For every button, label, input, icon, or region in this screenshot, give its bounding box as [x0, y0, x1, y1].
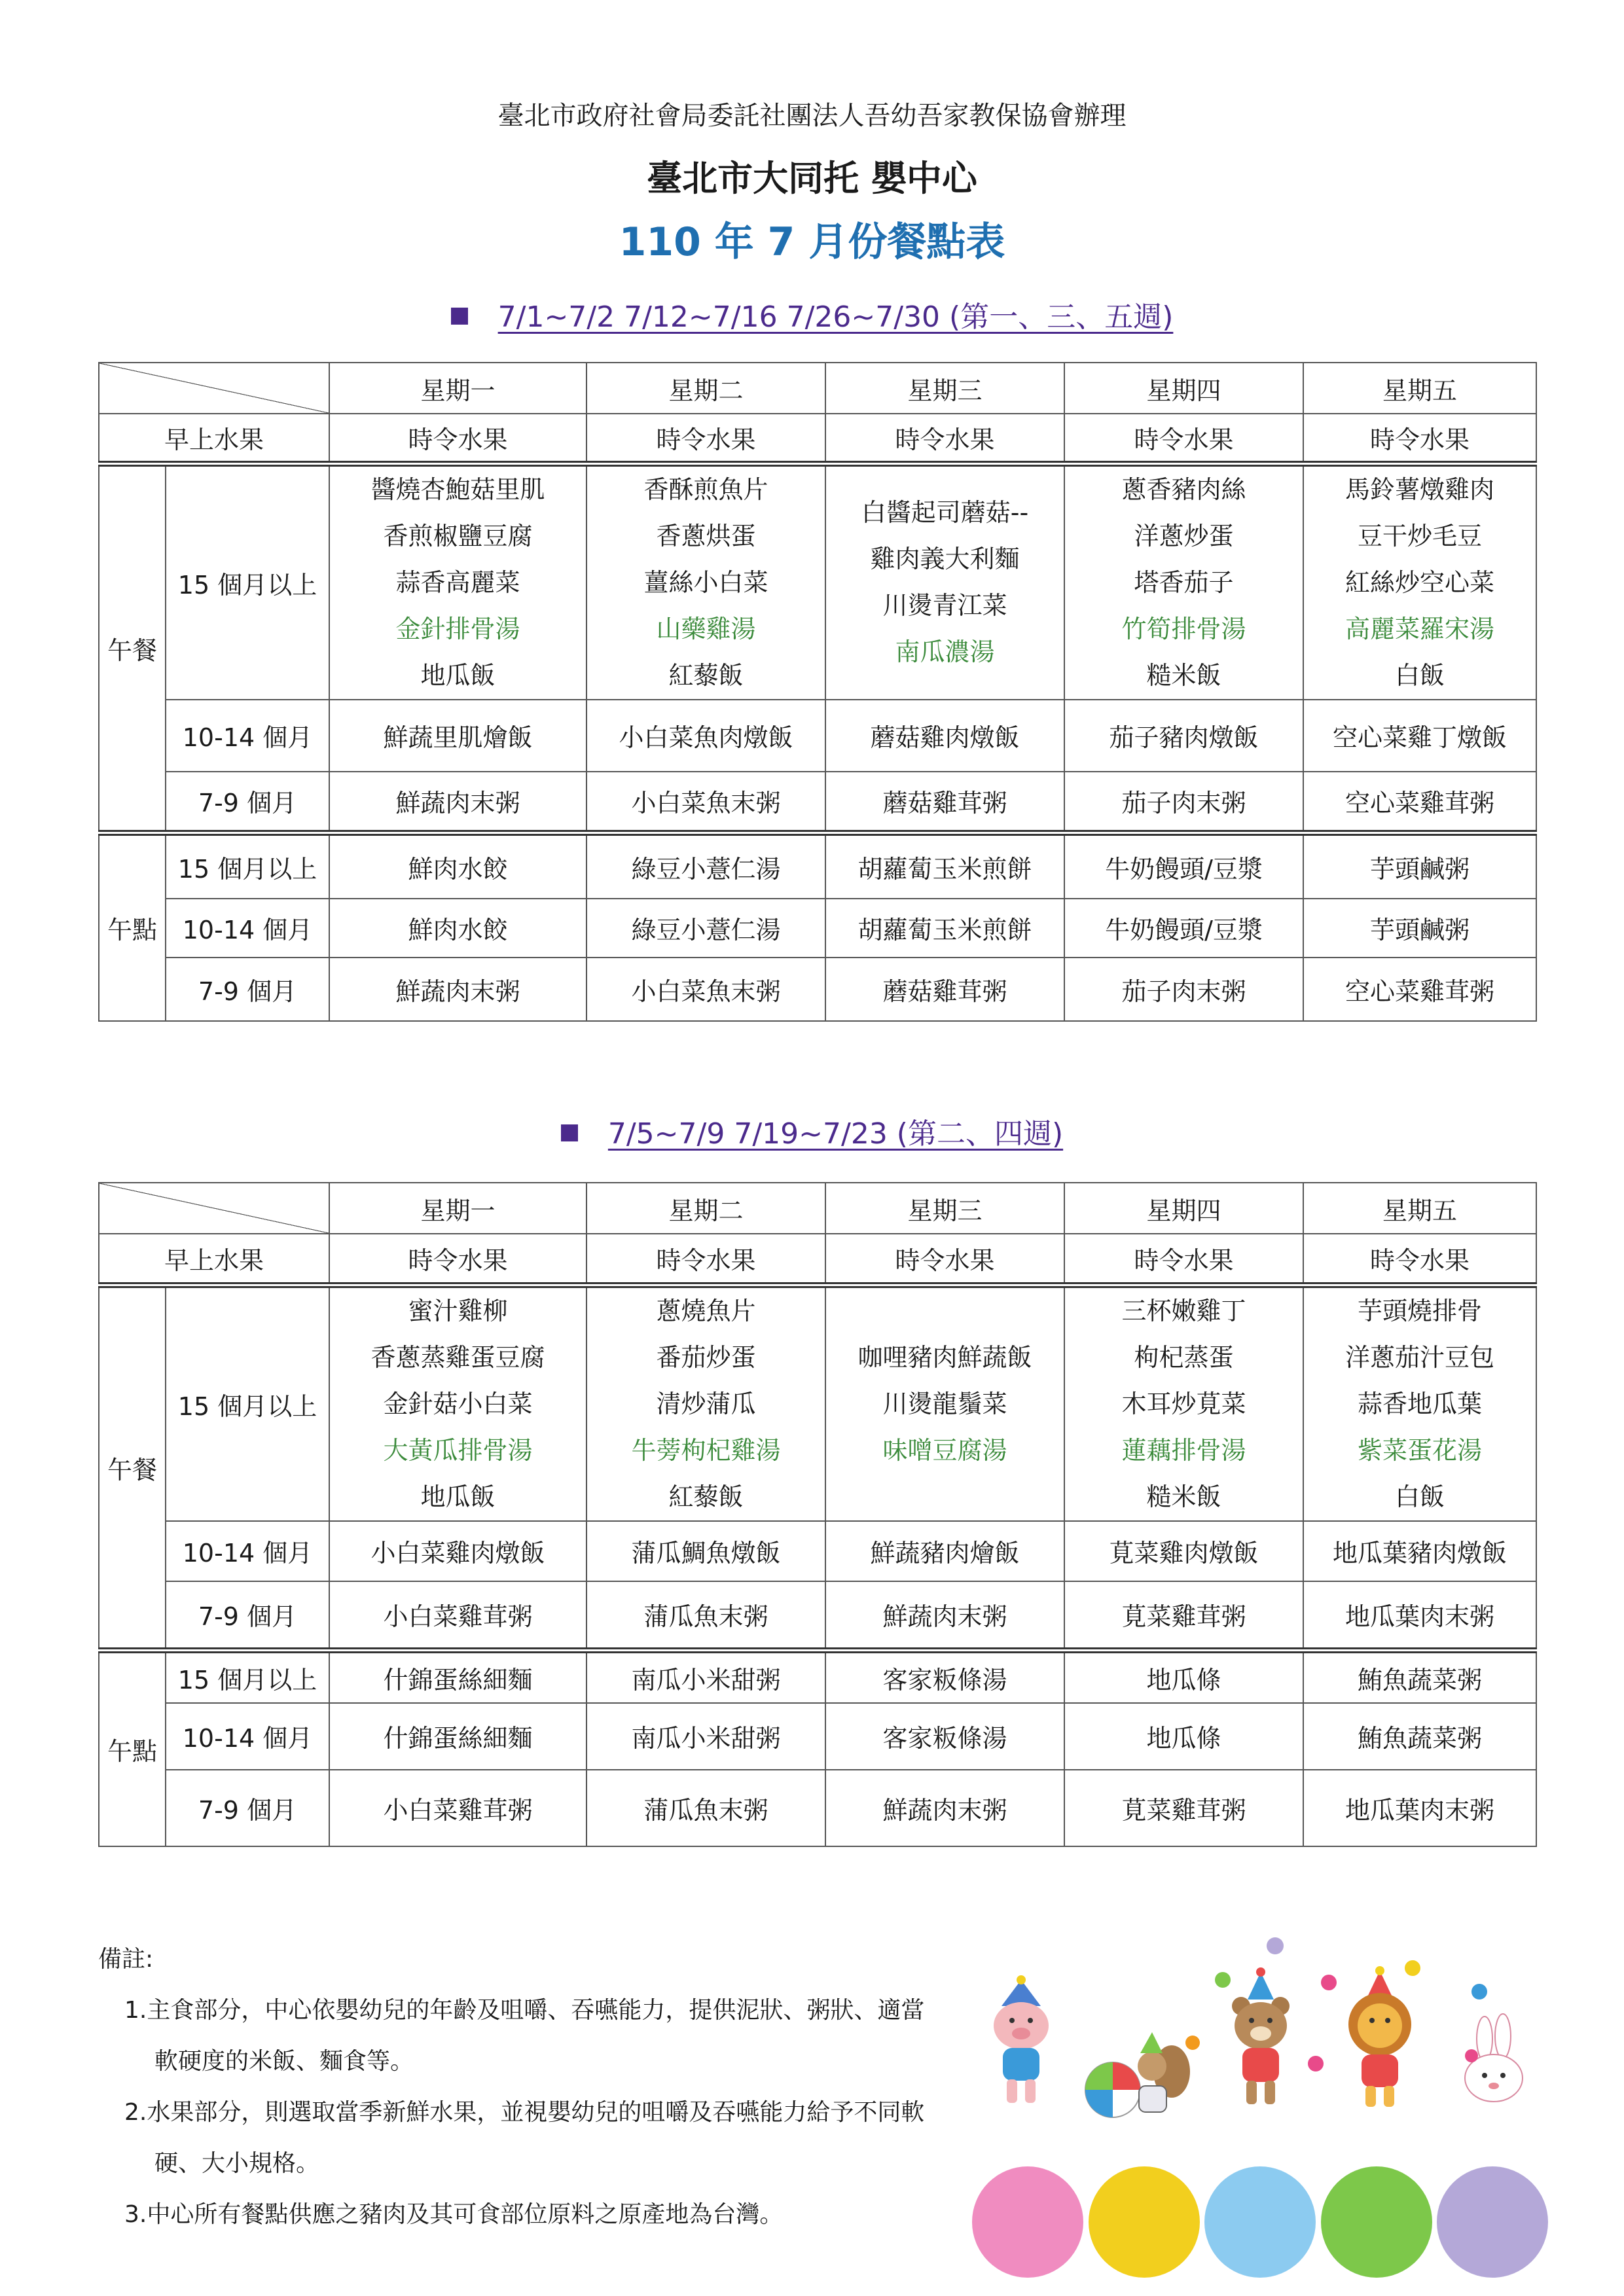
dish-item: 豆干炒毛豆 — [1357, 521, 1482, 550]
staple-item: 糙米飯 — [1146, 1482, 1221, 1511]
snack-row — [99, 1651, 1536, 1703]
age-label: 15 個月以上 — [166, 833, 329, 899]
lunch-menu-cell — [825, 463, 1064, 700]
snack-cell: 地瓜葉肉末粥 — [1303, 1770, 1536, 1846]
dish-item: 蜜汁雞柳 — [408, 1296, 508, 1325]
dish-item: 川燙龍鬚菜 — [882, 1389, 1007, 1418]
soup-item: 金針排骨湯 — [395, 614, 520, 643]
dish-item: 番茄炒蛋 — [656, 1342, 756, 1372]
lunch-cell: 莧菜雞肉燉飯 — [1064, 1521, 1303, 1581]
dish-item: 香蔥蒸雞蛋豆腐 — [370, 1342, 545, 1372]
fruit-cell: 時令水果 — [329, 1234, 586, 1285]
lunch-cell: 鮮蔬肉末粥 — [329, 772, 586, 833]
lunch-10-14-row — [99, 1521, 1536, 1581]
snack-cell: 南瓜小米甜粥 — [586, 1703, 825, 1770]
party-animals-on-balls-illustration — [962, 1914, 1564, 2281]
staple-item: 地瓜飯 — [420, 1482, 496, 1511]
corner-diagonal-cell — [99, 363, 329, 414]
lunch-cell: 莧菜雞茸粥 — [1064, 1581, 1303, 1651]
lunch-menu-cell — [1303, 1285, 1536, 1521]
soup-item: 紫菜蛋花湯 — [1357, 1435, 1482, 1465]
snack-cell: 茄子肉末粥 — [1064, 958, 1303, 1021]
fruit-cell: 時令水果 — [586, 1234, 825, 1285]
snack-cell: 鮮肉水餃 — [329, 899, 586, 958]
lunch-menu-cell — [586, 1285, 825, 1521]
dish-item: 醬燒杏鮑菇里肌 — [370, 475, 545, 504]
lunch-menu-cell — [1064, 463, 1303, 700]
age-label-7-9: 7-9 個月 — [166, 1581, 329, 1651]
lunch-10-14-row — [99, 700, 1536, 772]
morning-fruit-row — [99, 414, 1536, 463]
dish-item: 咖哩豬肉鮮蔬飯 — [857, 1342, 1032, 1372]
lunch-menu-cell — [825, 1285, 1064, 1521]
lunch-7-9-row — [99, 772, 1536, 833]
lunch-cell: 蒲瓜鯛魚燉飯 — [586, 1521, 825, 1581]
staple-item: 紅藜飯 — [668, 660, 744, 690]
note-line: 1.主食部分，中心依嬰幼兒的年齡及咀嚼、吞嚥能力，提供泥狀、粥狀、適當 — [124, 1997, 925, 2024]
lunch-menu-lines — [826, 1335, 1064, 1474]
lunch-15-row — [99, 1285, 1536, 1521]
snack-label: 午點 — [99, 1651, 166, 1846]
snack-row — [99, 899, 1536, 958]
dish-item: 川燙青江菜 — [882, 591, 1007, 620]
lunch-menu-cell — [1064, 1285, 1303, 1521]
center-name: 臺北市大同托 嬰中心 — [647, 158, 977, 199]
lunch-menu-lines — [587, 467, 825, 699]
notes — [98, 1934, 924, 2240]
snack-cell: 空心菜雞茸粥 — [1303, 958, 1536, 1021]
lunch-cell: 茄子豬肉燉飯 — [1064, 700, 1303, 772]
fruit-cell: 時令水果 — [329, 414, 586, 463]
lunch-menu-lines — [1065, 1288, 1303, 1520]
snack-cell: 芋頭鹹粥 — [1303, 899, 1536, 958]
age-label: 10-14 個月 — [166, 1703, 329, 1770]
dish-item: 金針菇小白菜 — [383, 1389, 533, 1418]
day-header: 星期五 — [1303, 363, 1536, 414]
dish-item: 三杯嫩雞丁 — [1121, 1296, 1246, 1325]
age-label-10-14: 10-14 個月 — [166, 700, 329, 772]
lunch-cell: 鮮蔬豬肉燴飯 — [825, 1521, 1064, 1581]
day-header: 星期一 — [329, 1183, 586, 1234]
week-heading-text: 7/5~7/9 7/19~7/23 (第二、四週) — [607, 1117, 1064, 1151]
day-header-row — [99, 363, 1536, 414]
dish-item: 蒜香高麗菜 — [395, 567, 520, 597]
week-heading-text: 7/1~7/2 7/12~7/16 7/26~7/30 (第一、三、五週) — [497, 300, 1174, 334]
snack-cell: 鮪魚蔬菜粥 — [1303, 1651, 1536, 1703]
fruit-cell: 時令水果 — [1064, 1234, 1303, 1285]
staple-item: 地瓜飯 — [420, 660, 496, 690]
dish-item: 枸杞蒸蛋 — [1134, 1342, 1234, 1372]
dish-item: 木耳炒莧菜 — [1121, 1389, 1246, 1418]
lunch-menu-cell — [329, 1285, 586, 1521]
dish-item: 洋蔥茄汁豆包 — [1344, 1342, 1494, 1372]
age-label: 10-14 個月 — [166, 899, 329, 958]
age-label-10-14: 10-14 個月 — [166, 1521, 329, 1581]
dish-item: 香酥煎魚片 — [643, 475, 768, 504]
dish-item: 洋蔥炒蛋 — [1134, 521, 1234, 550]
age-label: 15 個月以上 — [166, 1651, 329, 1703]
morning-fruit-label: 早上水果 — [99, 414, 329, 463]
soup-item: 牛蒡枸杞雞湯 — [631, 1435, 781, 1465]
snack-cell: 鮪魚蔬菜粥 — [1303, 1703, 1536, 1770]
soup-item: 蓮藕排骨湯 — [1121, 1435, 1246, 1465]
dish-item: 芋頭燒排骨 — [1357, 1296, 1482, 1325]
snack-cell: 鮮肉水餃 — [329, 833, 586, 899]
menu-table-2 — [98, 1182, 1537, 1847]
page-title: 110 年 7 月份餐點表 — [619, 219, 1005, 265]
dish-item: 蒜香地瓜葉 — [1357, 1389, 1482, 1418]
snack-cell: 芋頭鹹粥 — [1303, 833, 1536, 899]
lunch-label: 午餐 — [99, 463, 166, 833]
age-label-15: 15 個月以上 — [166, 463, 329, 700]
snack-cell: 綠豆小薏仁湯 — [586, 899, 825, 958]
snack-cell: 蒲瓜魚末粥 — [586, 1770, 825, 1846]
week-heading-1 — [0, 293, 1624, 335]
fruit-cell: 時令水果 — [1064, 414, 1303, 463]
snack-row — [99, 833, 1536, 899]
dish-item: 清炒蒲瓜 — [656, 1389, 756, 1418]
snack-label: 午點 — [99, 833, 166, 1021]
morning-fruit-label: 早上水果 — [99, 1234, 329, 1285]
fruit-cell: 時令水果 — [586, 414, 825, 463]
lunch-15-row — [99, 463, 1536, 700]
lunch-cell: 地瓜葉豬肉燉飯 — [1303, 1521, 1536, 1581]
snack-cell: 南瓜小米甜粥 — [586, 1651, 825, 1703]
dish-item: 蔥香豬肉絲 — [1121, 475, 1246, 504]
lunch-cell: 空心菜雞丁燉飯 — [1303, 700, 1536, 772]
corner-diagonal-cell — [99, 1183, 329, 1234]
snack-cell: 地瓜條 — [1064, 1651, 1303, 1703]
lunch-menu-cell — [586, 463, 825, 700]
dish-item: 馬鈴薯燉雞肉 — [1344, 475, 1494, 504]
lunch-menu-cell — [329, 463, 586, 700]
fruit-cell: 時令水果 — [825, 414, 1064, 463]
staple-item: 白飯 — [1394, 660, 1445, 690]
square-bullet-icon — [451, 308, 468, 325]
snack-cell: 蘑菇雞茸粥 — [825, 958, 1064, 1021]
soup-item: 高麗菜羅宋湯 — [1344, 614, 1494, 643]
lunch-cell: 地瓜葉肉末粥 — [1303, 1581, 1536, 1651]
snack-cell: 牛奶饅頭/豆漿 — [1064, 899, 1303, 958]
day-header: 星期二 — [586, 1183, 825, 1234]
lunch-cell: 小白菜雞肉燉飯 — [329, 1521, 586, 1581]
fruit-cell: 時令水果 — [825, 1234, 1064, 1285]
square-bullet-icon — [561, 1124, 578, 1141]
soup-item: 大黃瓜排骨湯 — [383, 1435, 533, 1465]
dish-item: 塔香茄子 — [1134, 567, 1234, 597]
note-line: 2.水果部分，則選取當季新鮮水果，並視嬰幼兒的咀嚼及吞嚥能力給予不同軟 — [124, 2099, 925, 2126]
snack-cell: 什錦蛋絲細麵 — [329, 1651, 586, 1703]
lunch-menu-lines — [330, 1288, 586, 1520]
week-heading-2 — [0, 1110, 1624, 1152]
lunch-cell: 蒲瓜魚末粥 — [586, 1581, 825, 1651]
snack-cell: 胡蘿蔔玉米煎餅 — [825, 899, 1064, 958]
dish-item: 蔥燒魚片 — [656, 1296, 756, 1325]
note-line: 軟硬度的米飯、麵食等。 — [154, 2048, 414, 2075]
soup-item: 南瓜濃湯 — [895, 637, 995, 666]
fruit-cell: 時令水果 — [1303, 414, 1536, 463]
dish-item: 薑絲小白菜 — [643, 567, 768, 597]
day-header: 星期五 — [1303, 1183, 1536, 1234]
snack-cell: 鮮蔬肉末粥 — [825, 1770, 1064, 1846]
snack-cell: 牛奶饅頭/豆漿 — [1064, 833, 1303, 899]
dish-item: 紅絲炒空心菜 — [1344, 567, 1494, 597]
lunch-menu-lines — [826, 490, 1064, 675]
snack-cell: 綠豆小薏仁湯 — [586, 833, 825, 899]
lunch-cell: 小白菜魚肉燉飯 — [586, 700, 825, 772]
note-line: 3.中心所有餐點供應之豬肉及其可食部位原料之原產地為台灣。 — [124, 2201, 784, 2228]
lunch-menu-lines — [1304, 1288, 1536, 1520]
snack-cell: 地瓜條 — [1064, 1703, 1303, 1770]
lunch-cell: 空心菜雞茸粥 — [1303, 772, 1536, 833]
lunch-cell: 蘑菇雞茸粥 — [825, 772, 1064, 833]
age-label-7-9: 7-9 個月 — [166, 772, 329, 833]
lunch-menu-lines — [1304, 467, 1536, 699]
snack-row — [99, 958, 1536, 1021]
day-header: 星期二 — [586, 363, 825, 414]
fruit-cell: 時令水果 — [1303, 1234, 1536, 1285]
menu-table-1 — [98, 362, 1537, 1022]
day-header-row — [99, 1183, 1536, 1234]
lunch-label: 午餐 — [99, 1285, 166, 1651]
organizer-line: 臺北市政府社會局委託社團法人吾幼吾家教保協會辦理 — [497, 101, 1127, 131]
morning-fruit-row — [99, 1234, 1536, 1285]
lunch-menu-cell — [1303, 463, 1536, 700]
snack-row — [99, 1703, 1536, 1770]
lunch-menu-lines — [1065, 467, 1303, 699]
lunch-cell: 小白菜雞茸粥 — [329, 1581, 586, 1651]
snack-cell: 小白菜魚末粥 — [586, 958, 825, 1021]
staple-item: 糙米飯 — [1146, 660, 1221, 690]
notes-title: 備註: — [98, 1946, 154, 1973]
lunch-cell: 鮮蔬里肌燴飯 — [329, 700, 586, 772]
snack-cell: 小白菜雞茸粥 — [329, 1770, 586, 1846]
lunch-menu-lines — [587, 1288, 825, 1520]
staple-item: 白飯 — [1394, 1482, 1445, 1511]
lunch-cell: 蘑菇雞肉燉飯 — [825, 700, 1064, 772]
lunch-cell: 小白菜魚末粥 — [586, 772, 825, 833]
age-label: 7-9 個月 — [166, 958, 329, 1021]
soup-item: 味噌豆腐湯 — [882, 1435, 1007, 1465]
day-header: 星期三 — [825, 363, 1064, 414]
dish-item: 香蔥烘蛋 — [656, 521, 756, 550]
lunch-cell: 茄子肉末粥 — [1064, 772, 1303, 833]
day-header: 星期四 — [1064, 363, 1303, 414]
age-label: 7-9 個月 — [166, 1770, 329, 1846]
soup-item: 山藥雞湯 — [656, 614, 756, 643]
snack-cell: 客家粄條湯 — [825, 1651, 1064, 1703]
day-header: 星期一 — [329, 363, 586, 414]
soup-item: 竹筍排骨湯 — [1121, 614, 1246, 643]
lunch-menu-lines — [330, 467, 586, 699]
age-label-15: 15 個月以上 — [166, 1285, 329, 1521]
lunch-7-9-row — [99, 1581, 1536, 1651]
snack-cell: 莧菜雞茸粥 — [1064, 1770, 1303, 1846]
snack-cell: 胡蘿蔔玉米煎餅 — [825, 833, 1064, 899]
lunch-cell: 鮮蔬肉末粥 — [825, 1581, 1064, 1651]
snack-cell: 什錦蛋絲細麵 — [329, 1703, 586, 1770]
snack-cell: 鮮蔬肉末粥 — [329, 958, 586, 1021]
snack-row — [99, 1770, 1536, 1846]
dish-item: 香煎椒鹽豆腐 — [383, 521, 533, 550]
dish-item: 雞肉義大利麵 — [870, 545, 1020, 573]
note-line: 硬、大小規格。 — [154, 2150, 320, 2177]
snack-cell: 客家粄條湯 — [825, 1703, 1064, 1770]
day-header: 星期四 — [1064, 1183, 1303, 1234]
dish-item: 白醬起司蘑菇-- — [861, 498, 1029, 527]
day-header: 星期三 — [825, 1183, 1064, 1234]
staple-item: 紅藜飯 — [668, 1482, 744, 1511]
